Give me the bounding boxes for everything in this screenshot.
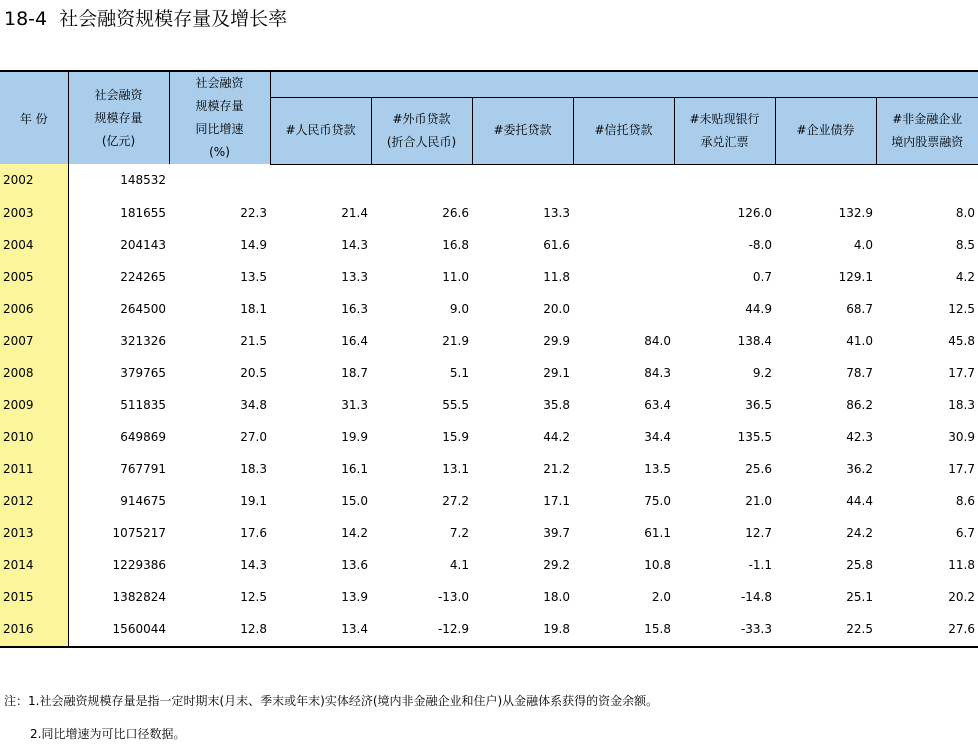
corporate-bonds-cell: 22.5 [775, 613, 876, 647]
entrusted-loans-cell: 29.9 [543, 333, 570, 348]
rmb-loans-cell: 16.4 [341, 333, 368, 348]
entrusted-loans-cell: 11.8 [543, 269, 570, 284]
fx-loans-cell: 7.2 [449, 525, 469, 540]
corporate-bonds-cell: 4.0 [853, 237, 873, 252]
growth-cell: 14.9 [240, 237, 267, 252]
year-cell: 2003 [0, 197, 68, 229]
entrusted-loans-cell: 20.0 [543, 301, 570, 316]
year-cell: 2016 [0, 613, 68, 647]
page-title [4, 4, 287, 31]
stock-cell: 1382824 [112, 589, 166, 604]
year-cell: 2010 [0, 421, 68, 453]
trust-loans-cell: 75.0 [644, 493, 671, 508]
table-row [0, 421, 978, 453]
stock-cell: 914675 [120, 493, 166, 508]
table-row [0, 453, 978, 485]
equity-financing-cell [876, 164, 978, 197]
stock-cell: 767791 [120, 461, 166, 476]
header-rmb-loans: #人民币贷款 [270, 97, 371, 164]
growth-cell: 21.5 [240, 333, 267, 348]
equity-financing-cell: 18.3 [948, 397, 975, 412]
corporate-bonds-cell [775, 164, 876, 197]
rmb-loans-cell: 14.2 [341, 525, 368, 540]
entrusted-loans-cell [472, 164, 573, 197]
rmb-loans-cell: 31.3 [341, 397, 368, 412]
fx-loans-cell: 11.0 [442, 269, 469, 284]
equity-financing-cell: 20.2 [948, 589, 975, 604]
year-cell: 2009 [0, 389, 68, 421]
footnote-2: 2.同比增速为可比口径数据。 [30, 727, 186, 741]
equity-financing-cell: 17.7 [948, 461, 975, 476]
trust-loans-cell [573, 197, 674, 229]
bankers-acceptance-cell: -14.8 [740, 589, 772, 604]
bankers-acceptance-cell [674, 164, 775, 197]
trust-loans-cell: 61.1 [644, 525, 671, 540]
entrusted-loans-cell: 13.3 [543, 205, 570, 220]
table-row [0, 357, 978, 389]
growth-cell: 18.3 [240, 461, 267, 476]
stock-cell: 321326 [120, 333, 166, 348]
entrusted-loans-cell: 61.6 [543, 237, 570, 252]
year-cell: 2011 [0, 453, 68, 485]
stock-cell: 264500 [120, 301, 166, 316]
equity-financing-cell: 27.6 [876, 613, 978, 647]
year-cell: 2012 [0, 485, 68, 517]
bankers-acceptance-cell: 12.7 [745, 525, 772, 540]
growth-cell: 22.3 [240, 205, 267, 220]
table-row [0, 549, 978, 581]
corporate-bonds-cell: 129.1 [838, 269, 873, 284]
year-cell: 2004 [0, 229, 68, 261]
table-title: 社会融资规模存量及增长率 [59, 8, 288, 30]
stock-cell: 148532 [120, 173, 166, 188]
fx-loans-cell: 21.9 [442, 333, 469, 348]
bankers-acceptance-cell: -8.0 [748, 237, 772, 252]
trust-loans-cell: 34.4 [644, 429, 671, 444]
rmb-loans-cell: 18.7 [341, 365, 368, 380]
entrusted-loans-cell: 35.8 [543, 397, 570, 412]
entrusted-loans-cell: 18.0 [543, 589, 570, 604]
table-row [0, 293, 978, 325]
table-row [0, 197, 978, 229]
growth-cell: 13.5 [240, 269, 267, 284]
stock-cell: 511835 [120, 397, 166, 412]
bankers-acceptance-cell: 9.2 [752, 365, 772, 380]
fx-loans-cell: -13.0 [437, 589, 469, 604]
corporate-bonds-cell: 132.9 [838, 205, 873, 220]
stock-cell: 1229386 [112, 557, 166, 572]
fx-loans-cell: 26.6 [442, 205, 469, 220]
year-cell: 2014 [0, 549, 68, 581]
footnote-1: 注：1.社会融资规模存量是指一定时期末(月末、季末或年末)实体经济(境内非金融企业和住户)从金融体系获得的资金余额。 [4, 694, 659, 708]
fx-loans-cell [371, 164, 472, 197]
table-row [0, 613, 978, 647]
rmb-loans-cell: 14.3 [341, 237, 368, 252]
table-row [0, 581, 978, 613]
rmb-loans-cell: 15.0 [341, 493, 368, 508]
equity-financing-cell: 8.5 [955, 237, 975, 252]
corporate-bonds-cell: 44.4 [846, 493, 873, 508]
rmb-loans-cell: 13.9 [341, 589, 368, 604]
stock-cell: 379765 [120, 365, 166, 380]
corporate-bonds-cell: 42.3 [846, 429, 873, 444]
stock-cell: 649869 [120, 429, 166, 444]
growth-cell: 18.1 [240, 301, 267, 316]
rmb-loans-cell: 16.3 [341, 301, 368, 316]
fx-loans-cell: 55.5 [442, 397, 469, 412]
growth-cell: 17.6 [240, 525, 267, 540]
bankers-acceptance-cell: 36.5 [745, 397, 772, 412]
rmb-loans-cell: 13.3 [341, 269, 368, 284]
header-trust-loans: #信托贷款 [573, 97, 674, 164]
bankers-acceptance-cell: 25.6 [745, 461, 772, 476]
year-cell: 2008 [0, 357, 68, 389]
equity-financing-cell: 8.0 [955, 205, 975, 220]
year-cell: 2006 [0, 293, 68, 325]
corporate-bonds-cell: 41.0 [846, 333, 873, 348]
financing-stock-table [0, 70, 978, 648]
equity-financing-cell: 12.5 [948, 301, 975, 316]
trust-loans-cell: 2.0 [651, 589, 671, 604]
fx-loans-cell: 9.0 [449, 301, 469, 316]
trust-loans-cell: 15.8 [573, 613, 674, 647]
fx-loans-cell: 4.1 [449, 557, 469, 572]
bankers-acceptance-cell: 21.0 [745, 493, 772, 508]
corporate-bonds-cell: 25.8 [846, 557, 873, 572]
entrusted-loans-cell: 44.2 [543, 429, 570, 444]
trust-loans-cell: 10.8 [644, 557, 671, 572]
equity-financing-cell: 8.6 [955, 493, 975, 508]
growth-cell [169, 164, 270, 197]
entrusted-loans-cell: 21.2 [543, 461, 570, 476]
equity-financing-cell: 17.7 [948, 365, 975, 380]
growth-cell: 27.0 [240, 429, 267, 444]
year-cell: 2007 [0, 325, 68, 357]
trust-loans-cell: 84.0 [644, 333, 671, 348]
entrusted-loans-cell: 19.8 [472, 613, 573, 647]
rmb-loans-cell: 16.1 [341, 461, 368, 476]
equity-financing-cell: 30.9 [948, 429, 975, 444]
corporate-bonds-cell: 78.7 [846, 365, 873, 380]
table-row [0, 485, 978, 517]
trust-loans-cell [573, 164, 674, 197]
corporate-bonds-cell: 24.2 [846, 525, 873, 540]
entrusted-loans-cell: 29.2 [543, 557, 570, 572]
fx-loans-cell: 13.1 [442, 461, 469, 476]
rmb-loans-cell: 13.6 [341, 557, 368, 572]
bankers-acceptance-cell: 126.0 [737, 205, 772, 220]
rmb-loans-cell: 13.4 [270, 613, 371, 647]
year-cell: 2002 [0, 164, 68, 197]
bankers-acceptance-cell: 44.9 [745, 301, 772, 316]
table-row [0, 164, 978, 197]
equity-financing-cell: 4.2 [955, 269, 975, 284]
corporate-bonds-cell: 86.2 [846, 397, 873, 412]
growth-cell: 14.3 [240, 557, 267, 572]
year-cell: 2005 [0, 261, 68, 293]
entrusted-loans-cell: 17.1 [543, 493, 570, 508]
table-row [0, 517, 978, 549]
header-fx-loans: #外币贷款 (折合人民币) [371, 97, 472, 164]
bankers-acceptance-cell: 138.4 [737, 333, 772, 348]
rmb-loans-cell [270, 164, 371, 197]
header-bankers-acceptance: #未贴现银行 承兑汇票 [674, 97, 775, 164]
header-growth: 社会融资 规模存量 同比增速 (%) [169, 71, 270, 164]
stock-cell: 1560044 [68, 613, 169, 647]
header-equity-financing: #非金融企业 境内股票融资 [876, 97, 978, 164]
fx-loans-cell: -12.9 [371, 613, 472, 647]
fx-loans-cell: 27.2 [442, 493, 469, 508]
growth-cell: 12.8 [169, 613, 270, 647]
header-stock: 社会融资 规模存量 (亿元) [68, 71, 169, 164]
growth-cell: 20.5 [240, 365, 267, 380]
trust-loans-cell [573, 293, 674, 325]
stock-cell: 181655 [120, 205, 166, 220]
corporate-bonds-cell: 36.2 [846, 461, 873, 476]
entrusted-loans-cell: 39.7 [543, 525, 570, 540]
equity-financing-cell: 45.8 [948, 333, 975, 348]
header-corporate-bonds: #企业债券 [775, 97, 876, 164]
fx-loans-cell: 16.8 [442, 237, 469, 252]
rmb-loans-cell: 21.4 [341, 205, 368, 220]
growth-cell: 19.1 [240, 493, 267, 508]
corporate-bonds-cell: 25.1 [846, 589, 873, 604]
rmb-loans-cell: 19.9 [341, 429, 368, 444]
bankers-acceptance-cell: -1.1 [748, 557, 772, 572]
equity-financing-cell: 11.8 [948, 557, 975, 572]
bankers-acceptance-cell: 0.7 [752, 269, 772, 284]
table-row [0, 229, 978, 261]
growth-cell: 34.8 [240, 397, 267, 412]
trust-loans-cell: 63.4 [644, 397, 671, 412]
corporate-bonds-cell: 68.7 [846, 301, 873, 316]
table-row [0, 325, 978, 357]
stock-cell: 1075217 [112, 525, 166, 540]
table-row [0, 261, 978, 293]
trust-loans-cell [573, 229, 674, 261]
trust-loans-cell [573, 261, 674, 293]
table-row [0, 389, 978, 421]
stock-cell: 204143 [120, 237, 166, 252]
fx-loans-cell: 15.9 [442, 429, 469, 444]
entrusted-loans-cell: 29.1 [543, 365, 570, 380]
header-entrusted-loans: #委托贷款 [472, 97, 573, 164]
header-year: 年 份 [0, 71, 68, 164]
table-number: 18-4 [4, 8, 48, 30]
growth-cell: 12.5 [240, 589, 267, 604]
year-cell: 2013 [0, 517, 68, 549]
bankers-acceptance-cell: 135.5 [737, 429, 772, 444]
trust-loans-cell: 13.5 [644, 461, 671, 476]
stock-cell: 224265 [120, 269, 166, 284]
header-components-band [270, 71, 978, 97]
equity-financing-cell: 6.7 [955, 525, 975, 540]
fx-loans-cell: 5.1 [449, 365, 469, 380]
bankers-acceptance-cell: -33.3 [674, 613, 775, 647]
year-cell: 2015 [0, 581, 68, 613]
trust-loans-cell: 84.3 [644, 365, 671, 380]
